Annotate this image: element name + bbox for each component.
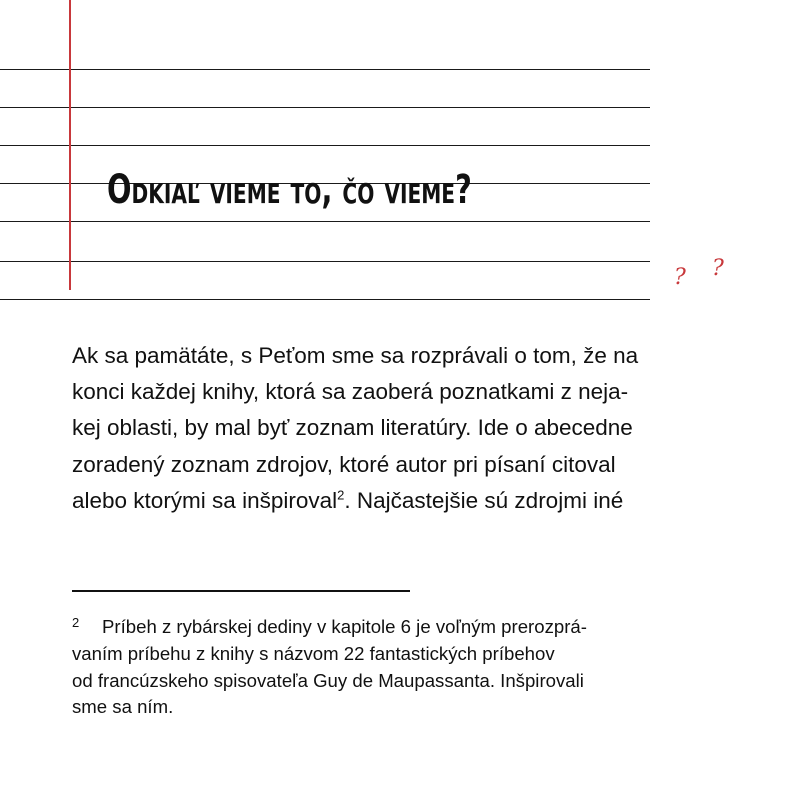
footnote-line-text: Príbeh z rybárskej dediny v kapitole 6 je voľným prerozprá- — [102, 616, 587, 637]
footnote-line: od francúzskeho spisovateľa Guy de Maupassanta. Inšpirovali — [72, 669, 584, 691]
rule-line — [0, 299, 650, 300]
footnote-number: 2 — [72, 615, 80, 630]
footnote — [72, 614, 742, 721]
body-line: zoradený zoznam zdrojov, ktoré autor pri písaní citoval — [72, 451, 616, 477]
body-line: Ak sa pamätáte, s Peťom sme sa rozprávali o tom, že na — [72, 343, 639, 368]
rule-line — [0, 261, 650, 262]
margin-line — [69, 0, 71, 290]
rule-line — [0, 221, 650, 222]
footnote-line: sme sa ním. — [72, 696, 174, 718]
question-mark-decoration: ? — [712, 256, 724, 281]
page-title: Odkiaľ vieme to, čo vieme? — [107, 167, 472, 213]
question-mark-decoration: ? — [674, 265, 686, 290]
body-line: konci každej knihy, ktorá sa zaoberá poznatkami z neja- — [72, 379, 629, 405]
ruled-paper — [0, 0, 799, 310]
footnote-reference[interactable]: 2 — [337, 487, 345, 503]
rule-line — [0, 69, 650, 70]
footnote-line: vaním príbehu z knihy s názvom 22 fantastických príbehov — [72, 642, 555, 664]
rule-line — [0, 145, 650, 146]
footnote-line — [72, 614, 742, 641]
body-line-text: alebo ktorými sa inšpiroval — [72, 487, 338, 513]
footnote-divider — [72, 590, 410, 592]
body-line — [72, 483, 732, 519]
body-paragraph — [72, 338, 732, 519]
rule-line — [0, 107, 650, 108]
body-line: kej oblasti, by mal byť zoznam literatúry. Ide o abecedne — [72, 415, 633, 441]
body-line-text: . Najčastejšie sú zdrojmi iné — [344, 487, 624, 513]
